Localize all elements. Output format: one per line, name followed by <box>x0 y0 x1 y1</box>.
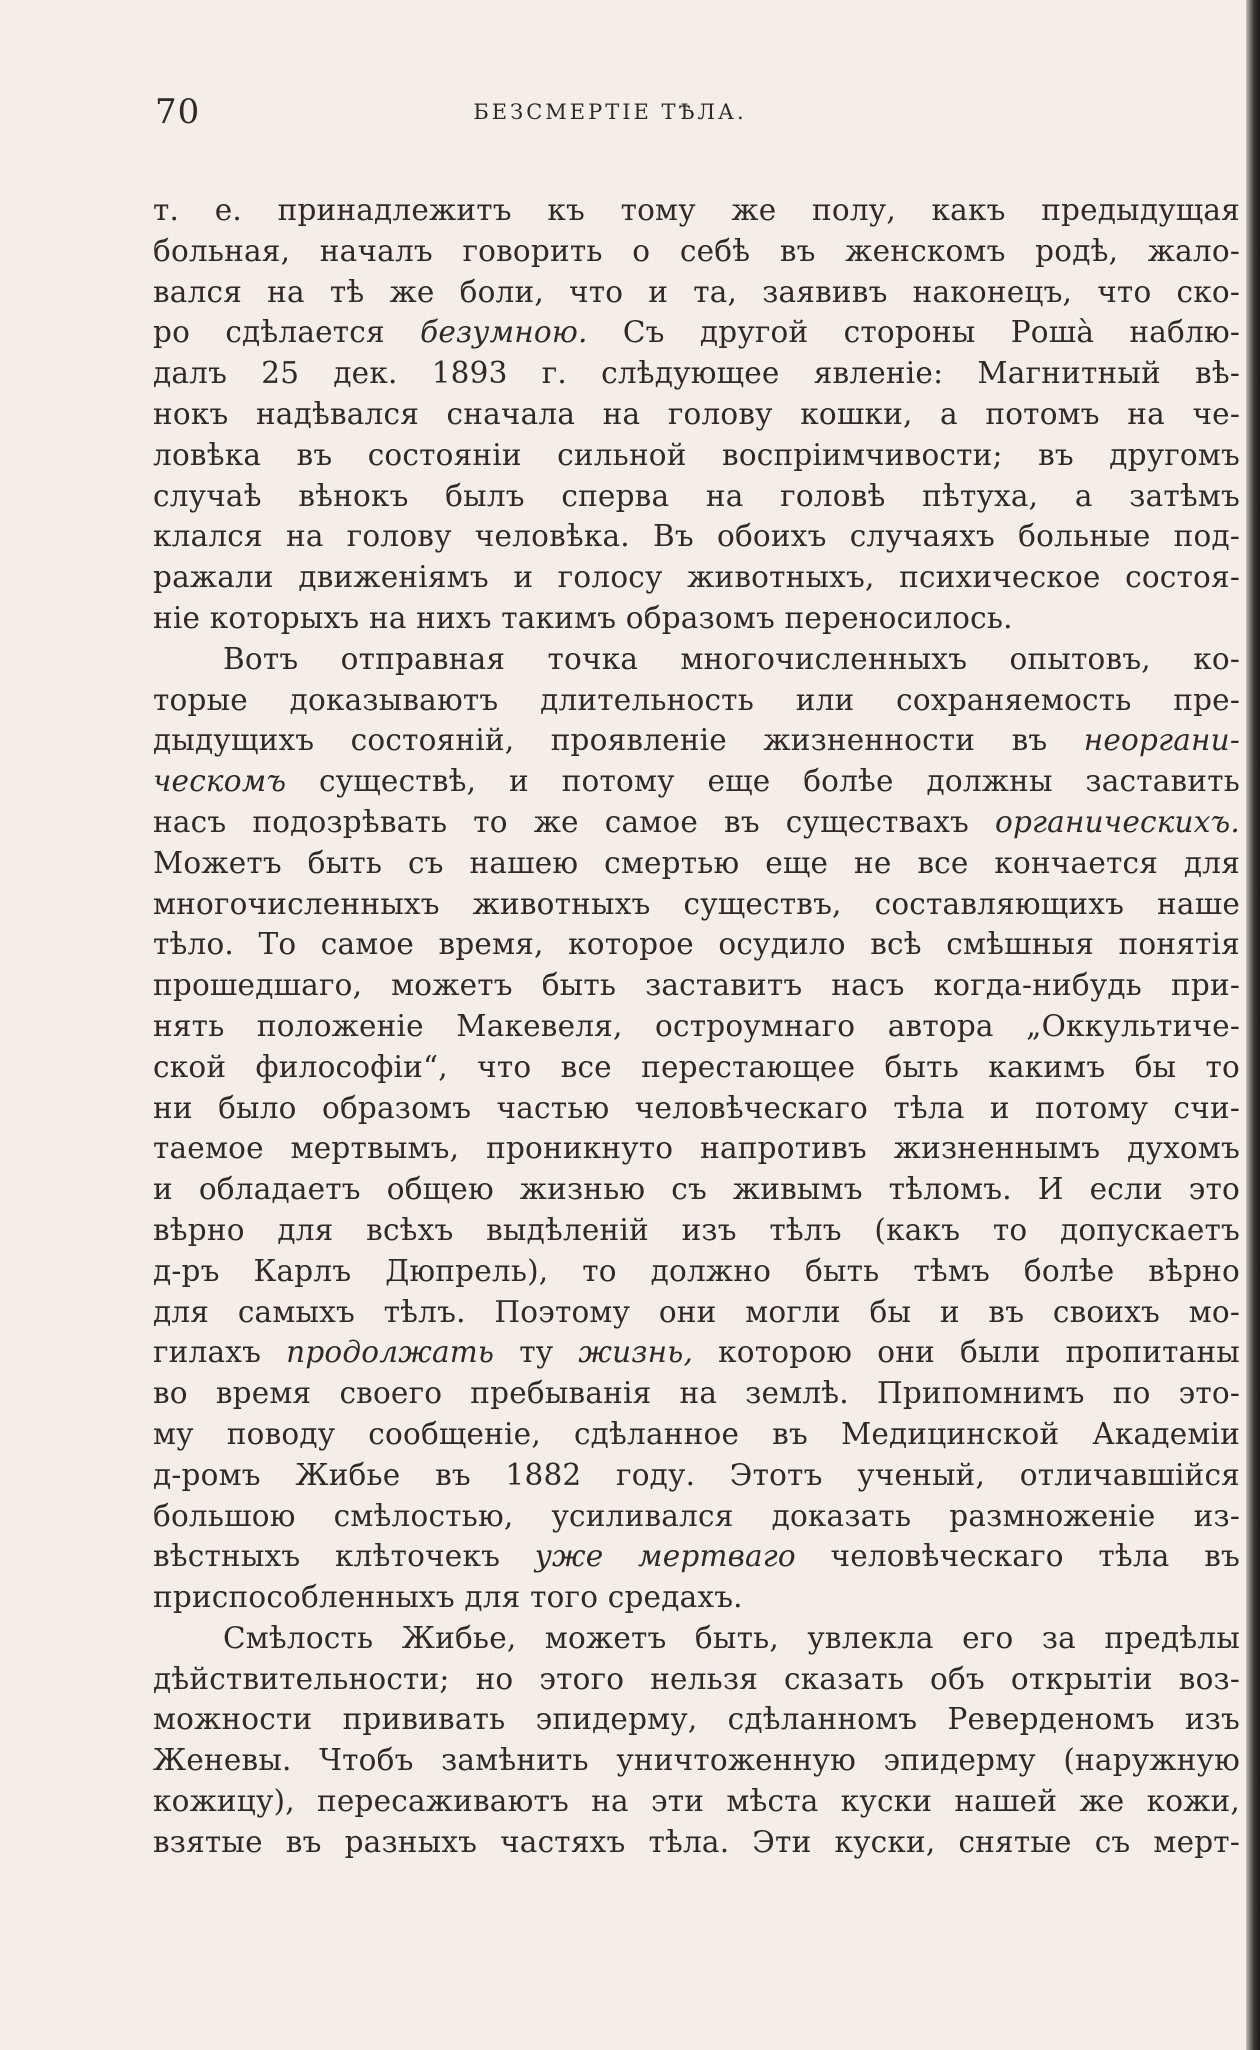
text-line <box>153 843 1240 884</box>
text-line <box>153 1577 1240 1618</box>
line-text: большою смѣлостью, усиливался доказать размноженіе из- <box>153 1498 1240 1533</box>
line-text: нять положеніе Макевеля, остроумнаго автора „Оккультиче- <box>153 1008 1240 1043</box>
text-line <box>153 1373 1240 1414</box>
italic-text: ческомъ <box>153 764 287 799</box>
line-text: тѣло. То самое время, которое осудило всѣ смѣшныя понятія <box>153 927 1240 962</box>
line-text: Вотъ отправная точка многочисленныхъ опытовъ, ко- <box>223 641 1240 676</box>
text-line <box>153 1006 1240 1047</box>
text-line <box>153 1169 1240 1210</box>
line-text: т. е. принадлежитъ къ тому же полу, какъ предыдущая <box>153 193 1240 227</box>
line-text: ловѣка въ состояніи сильной воспріимчивости; въ другомъ <box>153 437 1240 472</box>
italic-text: уже мертваго <box>534 1539 796 1574</box>
text-line <box>153 598 1240 639</box>
text-line <box>153 1047 1240 1088</box>
text-line <box>153 1740 1240 1781</box>
page-header <box>155 92 1235 142</box>
line-text: ту <box>494 1335 579 1370</box>
line-text: вался на тѣ же боли, что и та, заявивъ наконецъ, что ско- <box>153 274 1240 309</box>
line-text: дѣйствительности; но этого нельзя сказать объ открытіи воз- <box>153 1661 1240 1696</box>
text-line <box>153 1414 1240 1455</box>
line-text: Женевы. Чтобъ замѣнить уничтоженную эпидерму (наружную <box>153 1743 1240 1778</box>
italic-text: неоргани- <box>1083 723 1240 758</box>
text-line <box>153 1781 1240 1822</box>
line-text: торые доказываютъ длительность или сохраняемость пре- <box>153 682 1240 717</box>
text-line <box>153 761 1240 802</box>
text-line <box>153 272 1240 313</box>
line-text: для самыхъ тѣлъ. Поэтому они могли бы и въ своихъ мо- <box>153 1294 1240 1329</box>
book-spine-edge <box>1246 0 1260 2050</box>
text-line <box>153 1659 1240 1700</box>
text-line <box>153 1618 1240 1659</box>
italic-text: органическихъ. <box>995 804 1240 839</box>
line-text: во время своего пребыванія на землѣ. Припомнимъ по это- <box>153 1376 1240 1411</box>
line-text: насъ подозрѣвать то же самое въ существахъ <box>153 804 995 839</box>
line-text: кожицу), пересаживаютъ на эти мѣста куски нашей же кожи, <box>153 1784 1240 1819</box>
text-line <box>153 231 1240 272</box>
running-title: БЕЗСМЕРТІЕ ТѢЛА. <box>473 100 747 124</box>
text-line <box>153 965 1240 1006</box>
line-text: ской философіи“, что все перестающее быть какимъ бы то <box>153 1049 1240 1084</box>
line-text: существѣ, и потому еще болѣе должны заставить <box>286 764 1240 799</box>
line-text: клался на голову человѣка. Въ обоихъ случаяхъ больные под- <box>153 519 1240 554</box>
text-line <box>153 924 1240 965</box>
text-line <box>153 1536 1240 1577</box>
line-text: и обладаетъ общею жизнью съ живымъ тѣломъ. И если это <box>153 1172 1240 1207</box>
line-text: случаѣ вѣнокъ былъ сперва на головѣ пѣтуха, а затѣмъ <box>153 478 1240 513</box>
line-text: таемое мертвымъ, проникнуто напротивъ жизненнымъ духомъ <box>153 1131 1240 1166</box>
text-line <box>153 639 1240 680</box>
text-line <box>153 1210 1240 1251</box>
text-line <box>153 1128 1240 1169</box>
text-line <box>153 394 1240 435</box>
line-text: вѣстныхъ клѣточекъ <box>153 1539 535 1574</box>
line-text: можности прививать эпидерму, сдѣланномъ Реверденомъ изъ <box>153 1702 1240 1737</box>
line-text: му поводу сообщеніе, сдѣланное въ Медицинской Академіи <box>153 1416 1240 1451</box>
text-line <box>153 1332 1240 1373</box>
line-text: Можетъ быть съ нашею смертью еще не все кончается для <box>153 845 1240 880</box>
line-text: д-ромъ Жибье въ 1882 году. Этотъ ученый, отличавшійся <box>153 1457 1240 1492</box>
line-text: человѣческаго тѣла въ <box>795 1539 1240 1574</box>
line-text: д-ръ Карлъ Дюпрель), то должно быть тѣмъ болѣе вѣрно <box>153 1253 1240 1288</box>
line-text: ро сдѣлается <box>153 315 421 350</box>
italic-text: продолжать <box>286 1335 495 1370</box>
line-text: Съ другой стороны Рошà наблю- <box>587 315 1240 350</box>
text-line <box>153 884 1240 925</box>
text-line <box>153 435 1240 476</box>
line-text: ражали движеніямъ и голосу животныхъ, психическое состоя- <box>153 560 1240 595</box>
text-line <box>153 1251 1240 1292</box>
line-text: прошедшаго, можетъ быть заставитъ насъ когда-нибудь при- <box>153 968 1240 1003</box>
text-line <box>153 720 1240 761</box>
line-text: Смѣлость Жибье, можетъ быть, увлекла его за предѣлы <box>223 1620 1240 1655</box>
text-line <box>153 1822 1240 1863</box>
text-line <box>153 680 1240 721</box>
line-text: гилахъ <box>153 1335 287 1370</box>
line-text: ніе которыхъ на нихъ такимъ образомъ переносилось. <box>153 600 1013 635</box>
body-text <box>153 190 1240 1863</box>
text-line <box>153 516 1240 557</box>
text-line <box>153 1496 1240 1537</box>
text-line <box>153 190 1240 231</box>
line-text: взятые въ разныхъ частяхъ тѣла. Эти куски, снятые съ мерт- <box>153 1824 1240 1859</box>
text-line <box>153 1699 1240 1740</box>
text-line <box>153 557 1240 598</box>
line-text: дыдущихъ состояній, проявленіе жизненности въ <box>153 723 1084 758</box>
line-text: которою они были пропитаны <box>693 1335 1240 1370</box>
text-line <box>153 353 1240 394</box>
line-text: больная, началъ говорить о себѣ въ женскомъ родѣ, жало- <box>153 233 1240 268</box>
text-line <box>153 1292 1240 1333</box>
text-line <box>153 802 1240 843</box>
italic-text: безумною. <box>420 315 588 350</box>
text-line <box>153 312 1240 353</box>
line-text: вѣрно для всѣхъ выдѣленій изъ тѣлъ (какъ то допускаетъ <box>153 1212 1240 1247</box>
text-line <box>153 1088 1240 1129</box>
line-text: многочисленныхъ животныхъ существъ, составляющихъ наше <box>153 886 1240 921</box>
text-line <box>153 1455 1240 1496</box>
text-line <box>153 476 1240 517</box>
page-number: 70 <box>155 92 201 132</box>
line-text: нокъ надѣвался сначала на голову кошки, а потомъ на че- <box>153 396 1240 431</box>
line-text: далъ 25 дек. 1893 г. слѣдующее явленіе: Магнитный вѣ- <box>153 356 1240 391</box>
italic-text: жизнь, <box>578 1335 694 1370</box>
line-text: приспособленныхъ для того средахъ. <box>153 1580 743 1615</box>
line-text: ни было образомъ частью человѣческаго тѣла и потому счи- <box>153 1090 1240 1125</box>
